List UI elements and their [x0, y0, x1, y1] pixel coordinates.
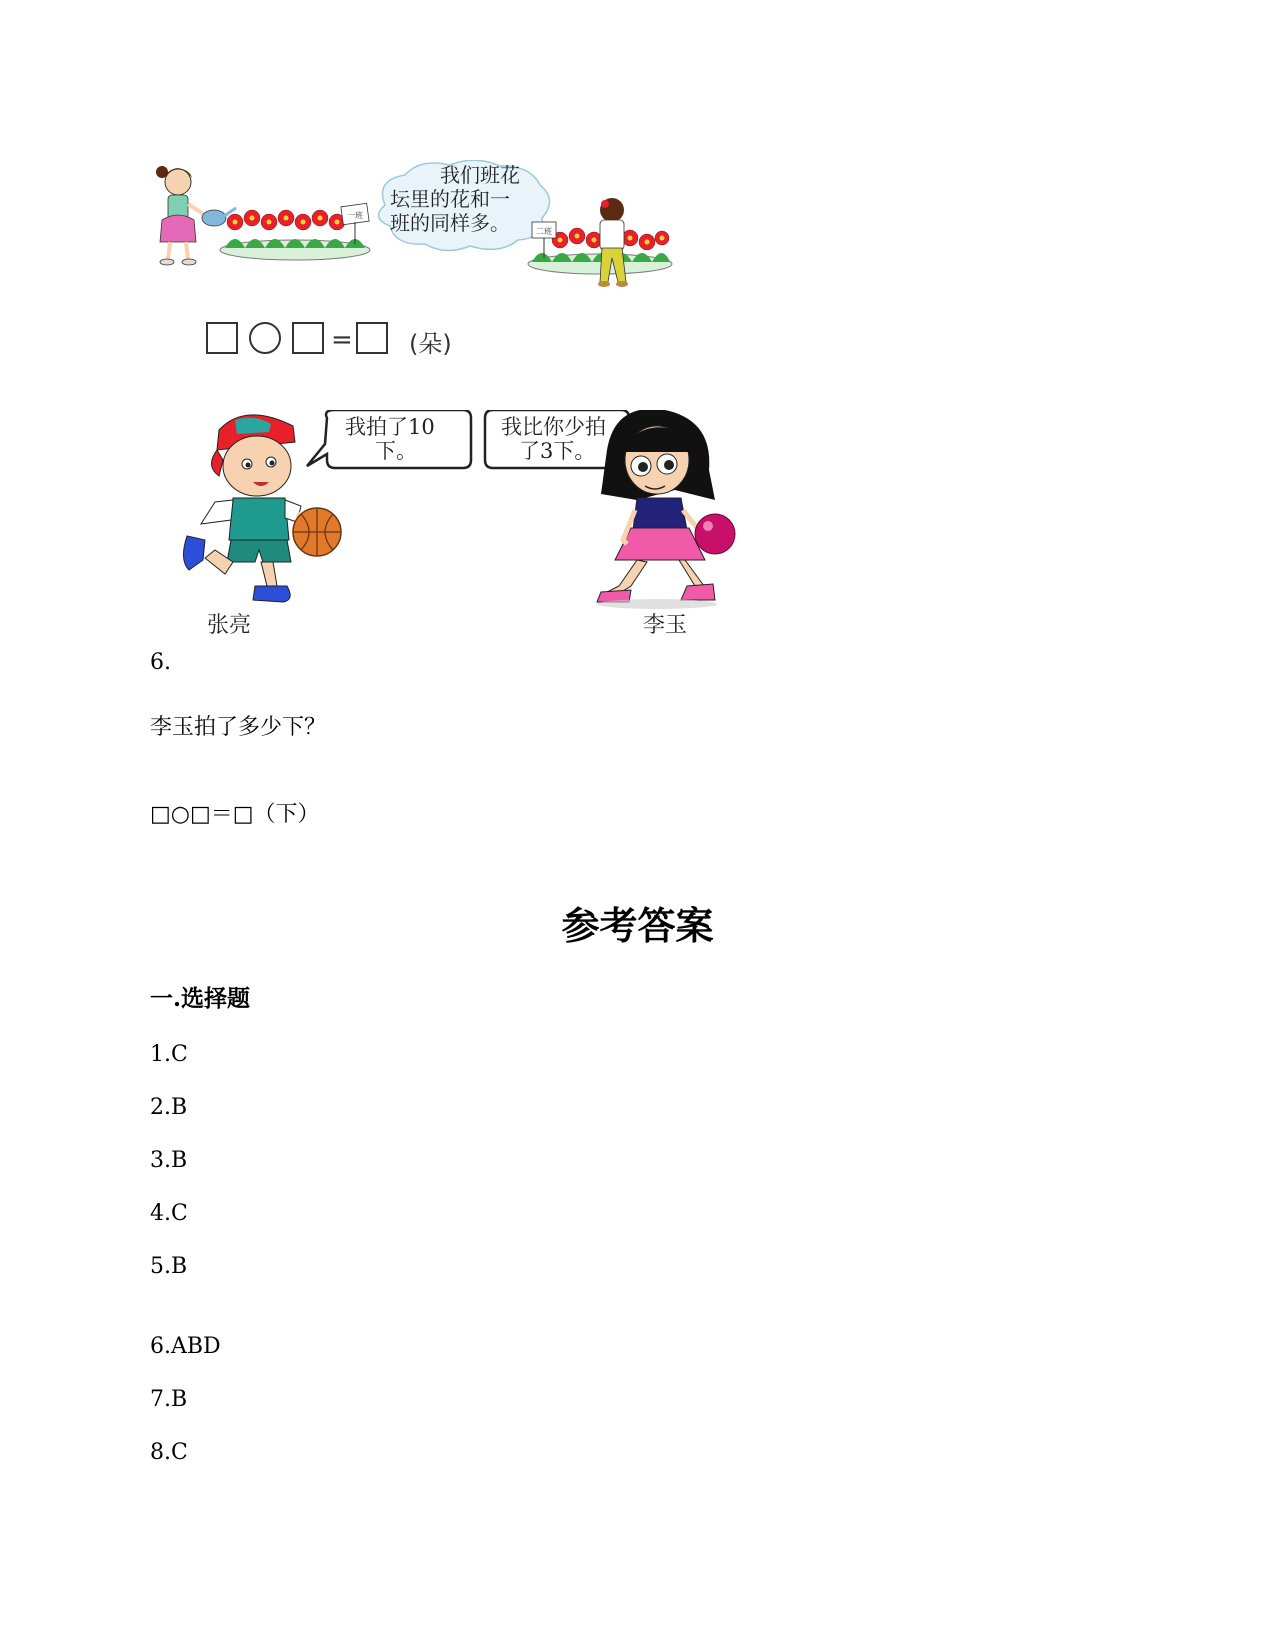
speech-bubble-left — [307, 410, 471, 468]
boy-dribbling-icon — [183, 415, 311, 602]
answers-title: 参考答案 — [561, 903, 714, 948]
bubble-line-2: 坛里的花和一 — [390, 187, 510, 211]
answer-box-1[interactable] — [207, 323, 237, 353]
answer-item: 6.ABD — [150, 1334, 221, 1359]
answer-item: 2.B — [150, 1095, 188, 1120]
answer-box-2[interactable] — [293, 323, 323, 353]
sign-right-label: 二班 — [536, 227, 552, 236]
equals-sign: = — [331, 325, 353, 355]
sign-left-label: 一班 — [347, 211, 363, 220]
section-heading: 一.选择题 — [150, 985, 251, 1012]
answer-item: 8.C — [150, 1440, 188, 1465]
thought-bubble — [379, 160, 550, 250]
answer-item: 3.B — [150, 1148, 188, 1173]
bubble-line-1: 我们班花 — [440, 163, 520, 187]
flower-bed-illustration — [150, 160, 710, 310]
flower-bed-left — [220, 203, 370, 260]
question-number: 6. — [150, 650, 171, 675]
answer-item: 4.C — [150, 1201, 188, 1226]
girl-watering-icon — [156, 166, 205, 265]
unit-label: (朵) — [409, 330, 452, 358]
answer-item: 7.B — [150, 1387, 188, 1412]
girl-dribbling-icon — [597, 410, 717, 609]
bubble-line-3: 班的同样多。 — [390, 211, 510, 235]
name-right-label: 李玉 — [643, 613, 688, 638]
answer-item: 1.C — [150, 1042, 188, 1067]
answer-box-3[interactable] — [357, 323, 387, 353]
speech-right-line-1: 我比你少拍 — [501, 415, 606, 439]
ball-bouncing-illustration — [175, 410, 775, 660]
question-text: 李玉拍了多少下？ — [150, 715, 327, 740]
equation-boxes — [205, 320, 475, 370]
speech-left-line-1: 我拍了10 — [345, 415, 435, 439]
operator-circle[interactable] — [250, 323, 280, 353]
basketball-icon — [293, 508, 341, 556]
pink-ball-icon — [695, 514, 735, 554]
name-left-label: 张亮 — [207, 613, 252, 638]
answer-item: 5.B — [150, 1254, 188, 1279]
speech-right-line-2: 了3下。 — [519, 439, 596, 463]
speech-left-line-2: 下。 — [375, 439, 417, 463]
answer-template: □○□＝□（下） — [150, 802, 320, 827]
